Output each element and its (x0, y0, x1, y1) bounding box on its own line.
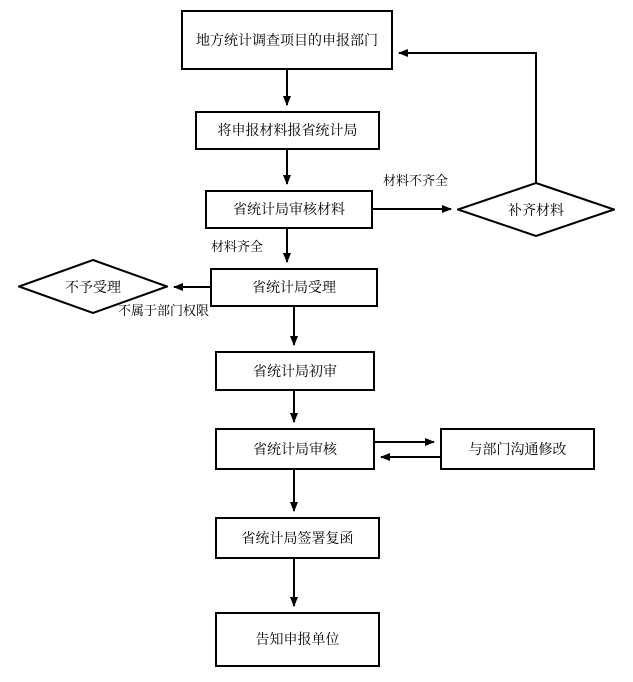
edge-label-out-of-authority: 不属于部门权限 (118, 303, 210, 318)
edge-label-materials-incomplete: 材料不齐全 (383, 173, 449, 188)
node-review-materials[interactable] (205, 190, 373, 229)
node-first-review[interactable] (215, 351, 375, 391)
node-submit-materials[interactable] (195, 111, 380, 150)
node-sign-reply[interactable] (215, 517, 380, 559)
node-label: 省统计局审核 (253, 440, 337, 457)
node-apply-department[interactable] (181, 10, 393, 70)
node-label: 将申报材料报省统计局 (217, 122, 358, 138)
node-label: 省统计局初审 (253, 362, 337, 379)
node-label: 与部门沟通修改 (468, 440, 567, 457)
node-label: 补齐材料 (508, 201, 564, 218)
node-audit[interactable] (215, 428, 375, 470)
node-label: 省统计局签署复函 (241, 529, 354, 546)
node-label: 告知申报单位 (255, 631, 340, 647)
node-label: 省统计局审核材料 (233, 201, 345, 217)
node-communicate-revise[interactable] (440, 428, 595, 470)
node-label: 地方统计调查项目的申报部门 (196, 31, 378, 48)
node-label: 不予受理 (65, 278, 121, 295)
edge-label-materials-complete: 材料齐全 (211, 239, 264, 254)
node-notify-applicant[interactable] (215, 612, 380, 667)
node-complete-materials[interactable] (457, 182, 615, 237)
node-accept-case[interactable] (210, 268, 378, 307)
node-label: 省统计局受理 (252, 279, 336, 295)
